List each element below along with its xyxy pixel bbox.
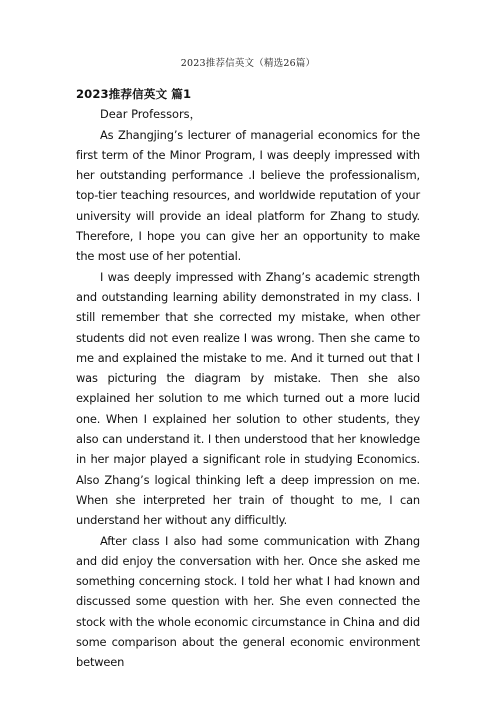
section-title: 2023推荐信英文 篇1 bbox=[76, 87, 192, 101]
salutation: Dear Professors， bbox=[100, 107, 201, 122]
paragraph-1: As Zhangjing’s lecturer of managerial economics for the first term of the Minor Program, I was deeply impressed with her outstanding performance .I believe the professionalism, top-tier teaching resources, and worldwide reputation of your university will provide an ideal platform for Zhang to study. Therefore, I hope you can give her an opportunity to make the most use of her potential. bbox=[76, 127, 420, 264]
letter-body bbox=[76, 84, 420, 673]
paragraph-2: I was deeply impressed with Zhang’s academic strength and outstanding learning ability demonstrated in my class. I still remember that she corrected my mistake, when other students did not even realize I was wrong. Then she came to me and explained the mistake to me. And it turned out that I was picturing the diagram by mistake. Then she also explained her solution to me which turned out a more lucid one. When I explained her solution to other students, they also can understand it. I then understood that her knowledge in her major played a significant role in studying Economics. Also Zhang’s logical thinking left a deep impression on me. When she interpreted her train of thought to me, I can understand her without any difficultly. bbox=[76, 269, 420, 528]
page-header: 2023推荐信英文（精选26篇） bbox=[180, 58, 316, 69]
paragraph-3: After class I also had some communication with Zhang and did enjoy the conversation with her. Once she asked me something concerning stock. I told her what I had known and discussed some question with her. She even connected the stock with the whole economic circumstance in China and did some comparison about the general economic environment between bbox=[76, 533, 420, 670]
